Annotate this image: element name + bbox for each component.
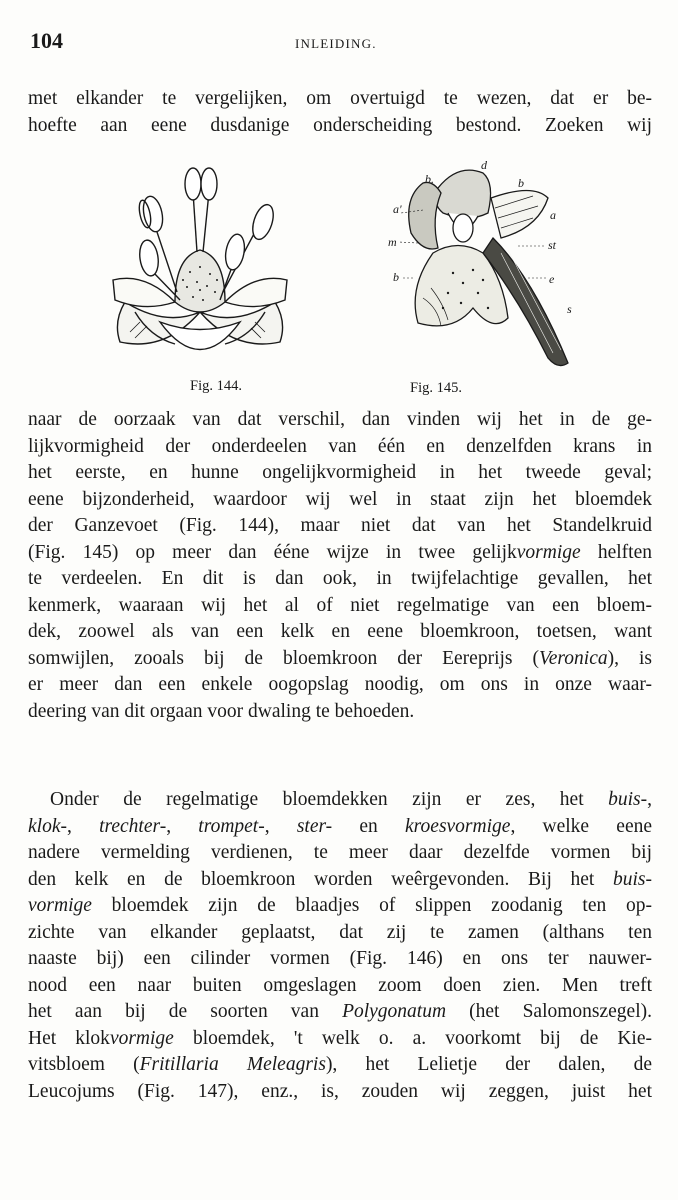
text-line: kenmerk, waaraan wij het al of niet regelmatige van een bloem- [28,594,652,616]
text-line: er meer dan een enkele oogopslag noodig, om ons in onze waar- [28,674,652,695]
text-line: hoefte aan eene dusdanige onderscheiding bestond. Zoeken wij [28,114,652,136]
text-line: eene bijzonderheid, waardoor wij wel in staat zijn het bloemdek [28,488,652,510]
text-line: (Fig. 145) op meer dan ééne wijze in twee gelijkvormige helften [28,541,652,563]
running-head: INLEIDING. [295,36,377,51]
text-line: den kelk en de bloemkroon worden weêrgevonden. Bij het buis- [28,868,652,890]
text-line: dek, zoowel als van een kelk en eene bloemkroon, toetsen, want [28,621,652,642]
figure-145-label: e [549,272,555,286]
figure-145-label: d [481,158,487,172]
text-line: naaste bij) een cilinder vormen (Fig. 146) en ons ter nauwer- [28,948,652,969]
text-line: het eerste, en hunne ongelijkvormigheid in het tweede geval; [28,462,652,483]
intro-text [28,86,652,139]
text-line: Leucojums (Fig. 147), enz., is, zouden wij zeggen, juist het [28,1080,652,1102]
text-line: vormige bloemdek zijn de blaadjes of slippen zoodanig ten op- [28,895,652,916]
text-line: klok-, trechter-, trompet-, ster- en kroesvormige, welke eene [28,815,652,837]
figure-145-illustration [383,158,583,380]
figure-145-label: st [548,238,557,252]
text-line: nadere vermelding verdienen, te meer daar dezelfde vormen bij [28,842,652,863]
text-line: met elkander te vergelijken, om overtuigd te wezen, dat er be- [28,88,652,109]
figure-144-illustration [105,162,295,372]
figure-144-caption: Fig. 144. [190,378,242,394]
text-line: nood een naar buiten omgeslagen zoom doen zien. Men treft [28,974,652,996]
text-line: vitsbloem (Fritillaria Meleagris), het Lelietje der dalen, de [28,1054,652,1075]
paragraph-1 [28,407,652,725]
text-line: Het klokvormige bloemdek, 't welk o. a. voorkomt bij de Kie- [28,1027,652,1049]
text-line: Onder de regelmatige bloemdekken zijn er zes, het buis-, [50,789,652,810]
text-line: het aan bij de soorten van Polygonatum (het Salomonszegel). [28,1001,652,1022]
page-number: 104 [30,28,63,53]
text-line: naar de oorzaak van dat verschil, dan vinden wij het in de ge- [28,409,652,430]
text-line: deering van dit orgaan voor dwaling te behoeden. [28,700,415,722]
figure-145-label: b. [425,172,434,186]
text-line: te verdeelen. En dit is dan ook, in twijfelachtige gevallen, het [28,568,652,589]
text-line: zichte van elkander geplaatst, dat zij te zamen (althans ten [28,921,652,943]
figure-145-label: b [393,270,399,284]
figure-145-label: a [550,208,556,222]
paragraph-2 [28,787,652,1105]
figure-145-caption: Fig. 145. [410,380,462,396]
figure-145-label: b [518,176,524,190]
figure-145-label: m [388,235,397,249]
text-line: lijkvormigheid der onderdeelen van één en denzelfden krans in [28,435,652,457]
figure-145-label: a' [393,202,402,216]
figure-145-label: s [567,302,572,316]
text-line: somwijlen, zooals bij de bloemkroon der Eereprijs (Veronica), is [28,647,652,669]
text-line: der Ganzevoet (Fig. 144), maar niet dat van het Standelkruid [28,515,652,536]
